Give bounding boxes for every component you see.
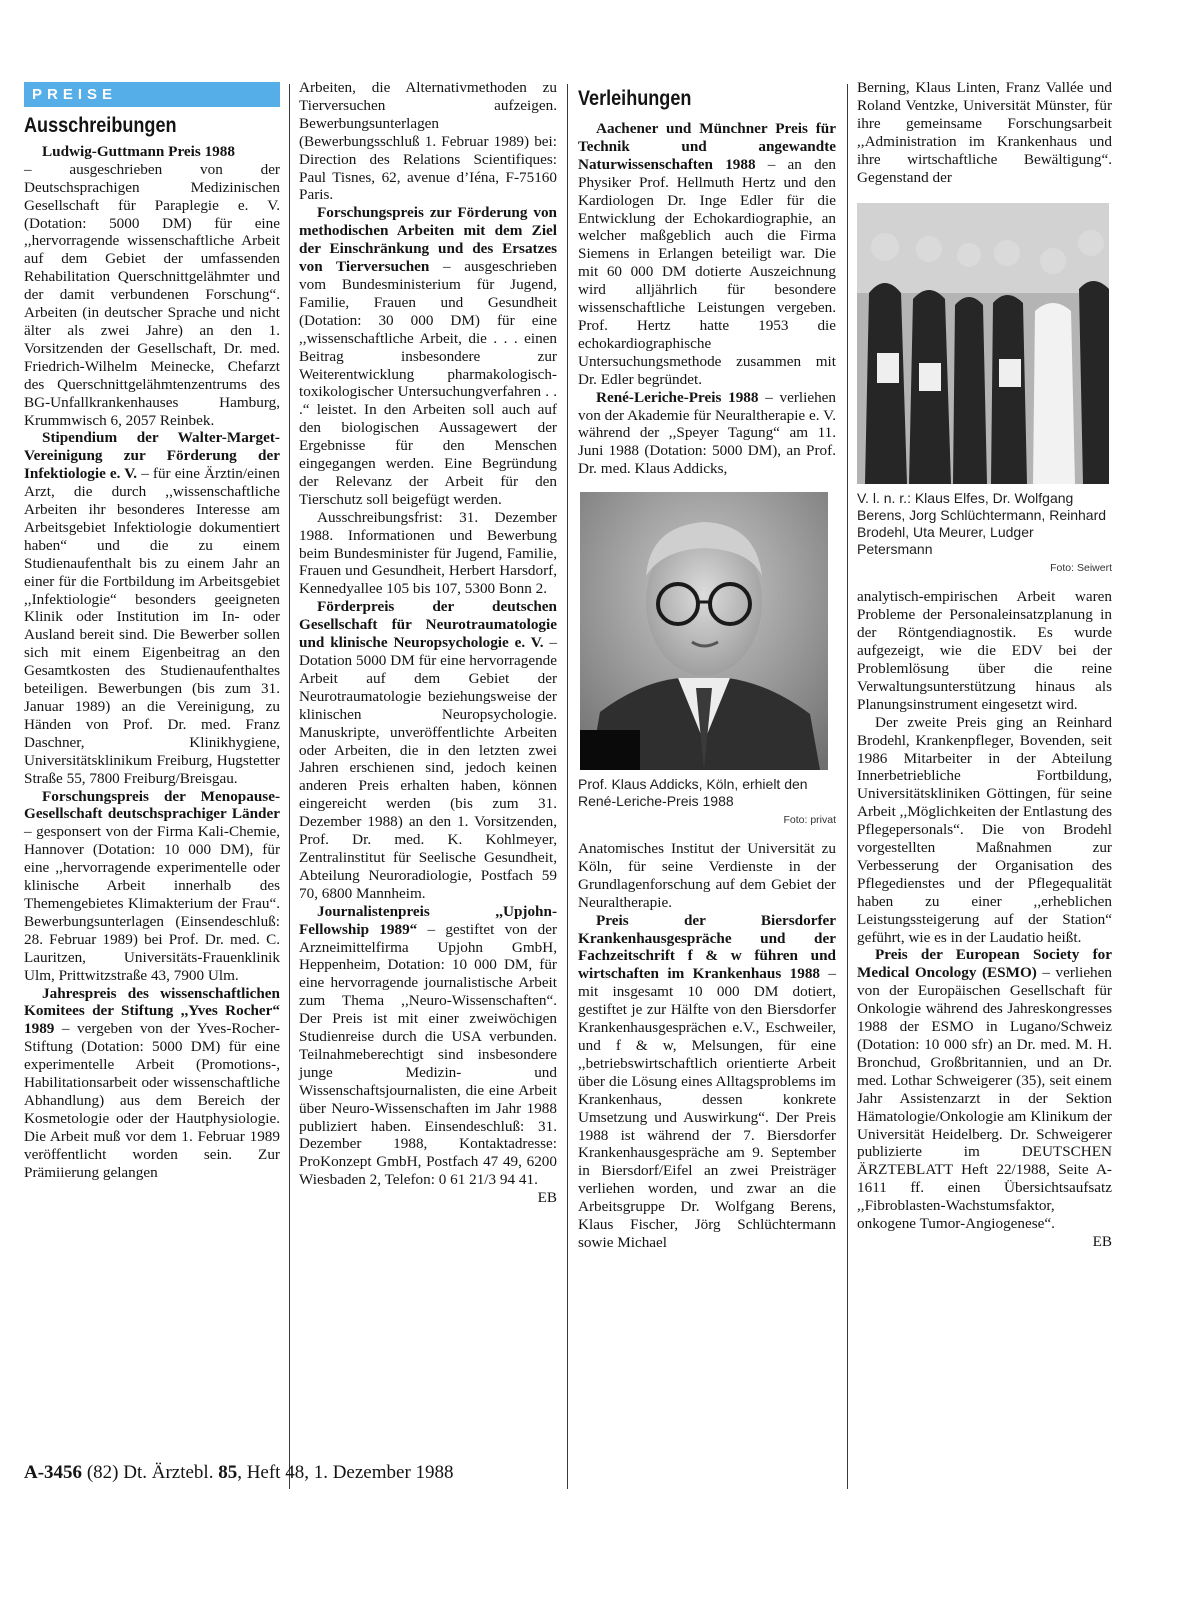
article-body: – mit insgesamt 10 000 DM dotiert, gestiftet je zur Hälfte von den Biersdorfer Krankenhausgesprächen e.V., Eschweiler, und f & w, Melsungen, für eine ,,betriebswirtschaftlich orientierte Arbeit über die Lösung eines Alltagsproblems im Krankenhaus, dessen konkrete Umsetzung und Auswirkung“. Der Preis 1988 ist während der 7. Biersdorfer Krankenhausgespräche am 9. September in Biersdorf/Eifel an zwei Preisträger verliehen worden, und zwar an die Arbeitsgruppe Dr. Wolfgang Berens, Klaus Fischer, Jörg Schlüchtermann sowie Michael (578, 965, 836, 1251)
heading-ausschreibungen: Ausschreibungen (24, 113, 177, 137)
volume-number: 85 (218, 1462, 238, 1483)
article-tierversuche (299, 204, 557, 508)
article-aachen (578, 120, 836, 389)
heading-verleihungen: Verleihungen (578, 87, 692, 110)
column-rule (567, 84, 568, 1489)
column-rule (847, 84, 848, 1489)
article-body: – verliehen von der Europäischen Gesellschaft für Onkologie während des Jahreskongresses 1988 der ESMO in Lugano/Schweiz (Dotation: 10 000 sfr) an Dr. med. M. H. Bronchud, Großbritannien, und an Dr. med. Lothar Schweigerer (35), seit einem Jahr Assistenzarzt in der Sektion Hämatologie/Onkologie am Klinikum der Universität Heidelberg. Dr. Schweigerer publizierte im DEUTSCHEN ÄRZTEBLATT Heft 22/1988, Seite A-1611 ff. einen Übersichtsaufsatz ,,Fibroblasten-Wachstumsfaktor, onkogene Tumor-Angiogenese“. (857, 964, 1112, 1233)
article-leriche (578, 389, 836, 479)
article-title: Aachener und Münchner Preis für Technik und angewandte Naturwissenschaften 1988 (578, 120, 836, 173)
section-label: PREISE (24, 82, 280, 107)
article-title: Förderpreis der deutschen Gesellschaft für Neurotraumatologie und klinische Neuropsychologie e. V. (299, 598, 557, 652)
article-body: – verliehen von der Akademie für Neuraltherapie e. V. während der ,,Speyer Tagung“ am 11. Juni 1988 (Dotation: 5000 DM), an Prof. Dr. med. Klaus Addicks, (578, 388, 836, 478)
group-image (857, 203, 1109, 484)
article-biersdorf-continued: Berning, Klaus Linten, Franz Vallée und Roland Ventzke, Universität Münster, für ihre gemeinsame Forschungsarbeit ,,Administration im Krankenhaus und ihre wirtschaftliche Bewältigung“. Gegenstand der (857, 79, 1112, 186)
article-title: Forschungspreis zur Förderung von methodischen Arbeiten mit dem Ziel der Einschränkung und des Ersatzes von Tierversuchen (299, 204, 557, 276)
article-title: René-Leriche-Preis 1988 (596, 388, 759, 406)
article-stipendium (24, 429, 280, 787)
author-initials: EB (537, 1189, 557, 1207)
article-title: Stipendium der Walter-Marget-Vereinigung zur Förderung der Infektiologie e. V. (24, 429, 280, 483)
article-body: – ausgeschrieben vom Bundesministerium für Jugend, Familie, Frauen und Gesundheit (Dotation: 30 000 DM) für eine ,,wissenschaftliche Arbeit, die . . . einen Beitrag insbesondere zur Weiterentwicklung pharmakologisch-toxikologischer Untersuchungverfahren . . .“ leistet. In den Arbeiten soll auch auf den biologischen Aussagewert der Ergebnisse für den Menschen eingegangen werden. Eine Begründung der Relevanz der Arbeit für den Tierschutz soll beigefügt werden. (299, 258, 557, 508)
article-body: – vergeben von der Yves-Rocher-Stiftung (Dotation: 5000 DM) für eine experimentelle Arbeit (Promotions-, Habilitationsarbeit oder wissenschaftliche Abhandlung) aus dem Bereich der Kosmetologie oder der Hautphysiologie. Die Arbeit muß vor dem 1. Februar 1989 veröffentlicht worden sein. Zur Prämiierung gelangen (24, 1020, 280, 1181)
article-upjohn (299, 903, 557, 1190)
article-biersdorf-continued-2: analytisch-empirischen Arbeit waren Probleme der Personaleinsatzplanung in der Röntgendiagnostik. Es wurde aufgezeigt, wie die EDV bei der Problemlösung über die reine Verwaltungsunterstützung hinaus als Planungsinstrument eingesetzt wird. (857, 588, 1112, 713)
article-body: – gestiftet von der Arzneimittelfirma Upjohn GmbH, Heppenheim, Dotation: 10 000 DM, für eine hervorragende journalistische Arbeit zum Thema ,,Neuro-Wissenschaften“. Der Preis ist mit einer zweiwöchigen Studienreise durch die USA verbunden. Teilnahmeberechtigt sind insbesondere junge Medizin- und Wissenschaftsjournalisten, die eine Arbeit über Neuro-Wissenschaften im Jahr 1988 publiziert haben. Einsendeschluß: 31. Dezember 1988, Kontaktadresse: ProKonzept GmbH, Postfach 47 49, 6200 Wiesbaden 2, Telefon: 0 61 21/3 94 41. (299, 920, 557, 1189)
article-tierversuche-frist: Ausschreibungsfrist: 31. Dezember 1988. Informationen und Bewerbung beim Bundesminister für Jugend, Familie, Frauen und Gesundheit, Herbert Harsdorf, Kennedyallee 105 bis 107, 5300 Bonn 2. (299, 508, 557, 598)
page-footer (24, 1462, 454, 1484)
article-leriche-continued: Anatomisches Institut der Universität zu Köln, für seine Verdienste in der Grundlagenforschung auf dem Gebiet der Neuraltherapie. (578, 840, 836, 911)
article-body: – ausgeschrieben von der Deutschsprachigen Medizinischen Gesellschaft für Paraplegie e. V. (Dotation: 5000 DM) für eine ,,hervorragende wissenschaftliche Arbeit auf dem Gebiet der umfassenden Rehabilitation Querschnittgelähmter und der damit verbundenen Forschung“. Arbeiten (in deutscher Sprache und nicht älter als zwei Jahre) an den 1. Vorsitzenden der Gesellschaft, Dr. med. Friedrich-Wilhelm Meinecke, Chefarzt des Querschnittgelähmtenzentrums des BG-Unfallkrankenhauses Hamburg, Krummwisch 6, 2057 Reinbek. (24, 160, 280, 429)
journal-reference: (82) Dt. Ärztebl. (86, 1462, 214, 1483)
article-zweite-preis: Der zweite Preis ging an Reinhard Brodehl, Krankenpfleger, Bovenden, seit 1986 Mitarbeiter in der Abteilung Innerbetriebliche Fortbildung, Universitätskliniken Göttingen, für seine Arbeit ,,Möglichkeiten der Entlastung des Pflegepersonals“. Die von Brodehl vorgestellten Maßnahmen zur Verbesserung der Organisation des Pflegedienstes und der Pflegequalität haben zu einer ,,erheblichen Leistungssteigerung auf der Station“ geführt, wie es in der Laudatio heißt. (857, 713, 1112, 946)
portrait-photo-addicks (580, 492, 828, 770)
article-body: – an den Physiker Prof. Hellmuth Hertz und den Kardiologen Dr. Inge Edler für die Entwicklung der Echokardiographie, an welcher maßgeblich auch die Firma Siemens in Erlangen beteiligt war. Die mit 60 000 DM dotierte Auszeichnung wird alljährlich für besondere wissenschaftliche Leistungen vergeben. Prof. Hertz hatte 1953 die echokardiographische Untersuchungsmethode zusammen mit Dr. Edler begründet. (578, 155, 837, 388)
column-rule (289, 84, 290, 1489)
article-title: Preis der European Society for Medical Oncology (ESMO) (857, 946, 1112, 982)
article-esmo (857, 946, 1112, 1233)
group-photo-biersdorf (857, 203, 1109, 484)
column-3 (578, 82, 836, 1252)
article-neuro (299, 598, 557, 902)
article-title: Preis der Biersdorfer Krankenhausgespräche und der Fachzeitschrift f & w führen und wirtschaften im Krankenhaus 1988 (578, 911, 836, 983)
article-title: Forschungspreis der Menopause-Gesellschaft deutschsprachiger Länder (24, 787, 280, 823)
photo-credit: Foto: privat (783, 814, 836, 827)
article-biersdorf (578, 912, 836, 1252)
article-title: Jahrespreis des wissenschaftlichen Komitees der Stiftung ,,Yves Rocher“ 1989 (24, 984, 280, 1038)
article-menopause (24, 788, 280, 985)
article-title: Journalistenpreis ,,Upjohn-Fellowship 1989“ (299, 902, 557, 938)
column-1 (24, 82, 280, 1181)
photo-caption: Prof. Klaus Addicks, Köln, erhielt den René-Leriche-Preis 1988 (578, 776, 808, 810)
photo-caption: V. l. n. r.: Klaus Elfes, Dr. Wolfgang Berens, Jorg Schlüchtermann, Reinhard Brodehl, Uta Meurer, Ludger Petersmann (857, 490, 1107, 558)
article-rocher-continued: Arbeiten, die Alternativmethoden zu Tierversuchen aufzeigen. Bewerbungsunterlagen (Bewerbungsschluß 1. Februar 1989) bei: Direction des Relations Scientifiques: Paul Tisnes, 62, avenue d’Iéna, F-75160 Paris. (299, 79, 557, 204)
column-4 (857, 79, 1112, 1251)
article-guttmann (24, 143, 280, 430)
article-body: – gesponsert von der Firma Kali-Chemie, Hannover (Dotation: 10 000 DM), für eine ,,hervorragende experimentelle oder klinische Arbeit innerhalb des Themengebietes Klimakterium der Frau“. Bewerbungsunterlagen (Einsendeschluß: 28. Februar 1989) bei Prof. Dr. med. C. Lauritzen, Universitäts-Frauenklinik Ulm, Prittwitzstraße 43, 7900 Ulm. (24, 823, 280, 984)
page-code: A-3456 (24, 1462, 83, 1483)
issue-date: , Heft 48, 1. Dezember 1988 (237, 1462, 454, 1483)
article-body: – Dotation 5000 DM für eine hervorragende Arbeit auf dem Gebiet der Neurotraumatologie beziehungsweise der klinischen Neuropsychologie. Manuskripte, unveröffentlichte Arbeiten oder Arbeiten, die in den letzten zwei Jahren erschienen sind, jedoch keinen anderen Preis erhalten haben, können eingereicht werden (bis zum 31. Dezember 1988) an den 1. Vorsitzenden, Prof. Dr. med. K. Kohlmeyer, Zentralinstitut für Seelische Gesundheit, Abteilung Neuroradiologie, Postfach 59 70, 6800 Mannheim. (299, 634, 557, 902)
article-rocher (24, 985, 280, 1182)
article-title: Ludwig-Guttmann Preis 1988 (42, 142, 235, 160)
portrait-image (580, 492, 828, 770)
author-initials: EB (1092, 1232, 1112, 1250)
column-2 (299, 79, 557, 1207)
article-body: – für eine Ärztin/einen Arzt, die durch ,,wissenschaftliche Arbeiten ihr besonderes Interesse am Arbeitsgebiet Infektiologie dokumentiert haben“ und die zu einem Studienaufenthalt bis zu einem Jahr an einer für die Fortbildung im Arbeitsgebiet ,,Infektiologie“ besonders geeigneten Klinik oder Institution im In- oder Ausland bereit sind. Die Bewerber sollen sich mit einem Eigenbeitrag an den Gesamtkosten des Studienaufenthaltes beteiligen. Bewerbungen (bis zum 31. Januar 1989) an die Vereinigung, zu Händen von Prof. Dr. med. Franz Daschner, Klinikhygiene, Universitätsklinikum Freiburg, Hugstetter Straße 55, 7800 Freiburg/Breisgau. (24, 465, 280, 787)
photo-credit: Foto: Seiwert (1050, 562, 1112, 575)
